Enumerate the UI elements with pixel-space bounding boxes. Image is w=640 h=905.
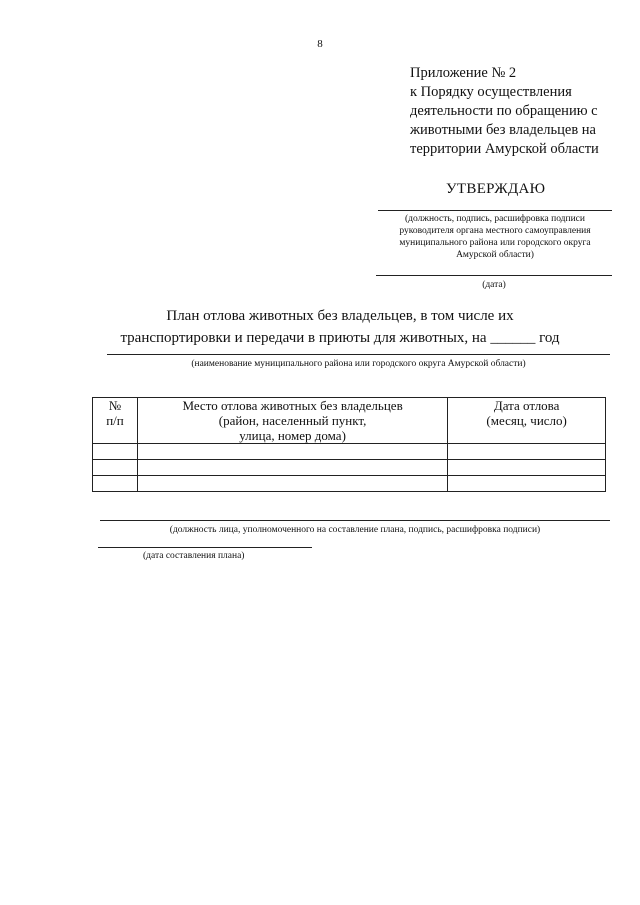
approver-signature-line [378,210,612,211]
header-line: Место отлова животных без владельцев [182,398,403,413]
plan-date-line [98,547,312,548]
appendix-line: к Порядку осуществления [410,84,572,100]
official-signature-line [100,520,610,521]
table-row [93,460,606,476]
column-header-place [137,398,447,444]
page-number: 8 [317,38,323,50]
table-cell [448,460,606,476]
table-cell [93,460,138,476]
header-line: Дата отлова [493,398,560,413]
table-cell [93,476,138,492]
capture-plan-table [92,397,606,492]
approver-caption-line: (должность, подпись, расшифровка подписи [405,214,585,224]
municipality-line [107,354,610,355]
column-header-date [448,398,606,444]
header-line: п/п [106,413,124,428]
plan-title-line: План отлова животных без владельцев, в том числе их [166,308,514,324]
table-cell [137,444,447,460]
table-cell [448,476,606,492]
plan-title-line: транспортировки и передачи в приюты для животных, на ______ год [120,330,560,346]
table-row [93,444,606,460]
table-row [93,476,606,492]
plan-title [40,305,640,349]
plan-date-caption: (дата составления плана) [143,551,245,561]
municipality-caption: (наименование муниципального района или городского округа Амурской области) [191,359,526,369]
table-cell [137,460,447,476]
appendix-line: деятельности по обращению с [410,103,598,119]
header-line: № [108,398,122,413]
table-cell [448,444,606,460]
approval-date-line [376,275,612,276]
table-cell [137,476,447,492]
approval-date-caption: (дата) [482,280,506,290]
approver-caption-line: муниципального района или городского округа [399,238,591,248]
approval-heading: УТВЕРЖДАЮ [446,181,546,197]
table-cell [93,444,138,460]
appendix-reference [410,64,635,159]
official-signature-caption: (должность лица, уполномоченного на составление плана, подпись, расшифровка подписи) [169,525,541,535]
header-line: (месяц, число) [486,413,567,428]
column-header-number [93,398,138,444]
appendix-line: животными без владельцев на [410,122,596,138]
approver-caption [370,213,620,261]
approver-caption-line: Амурской области) [456,250,534,260]
header-line: улица, номер дома) [239,428,346,443]
header-line: (район, населенный пункт, [218,413,367,428]
appendix-line: территории Амурской области [410,141,599,157]
appendix-line: Приложение № 2 [410,65,517,81]
approver-caption-line: руководителя органа местного самоуправления [399,226,591,236]
table-header-row [93,398,606,444]
